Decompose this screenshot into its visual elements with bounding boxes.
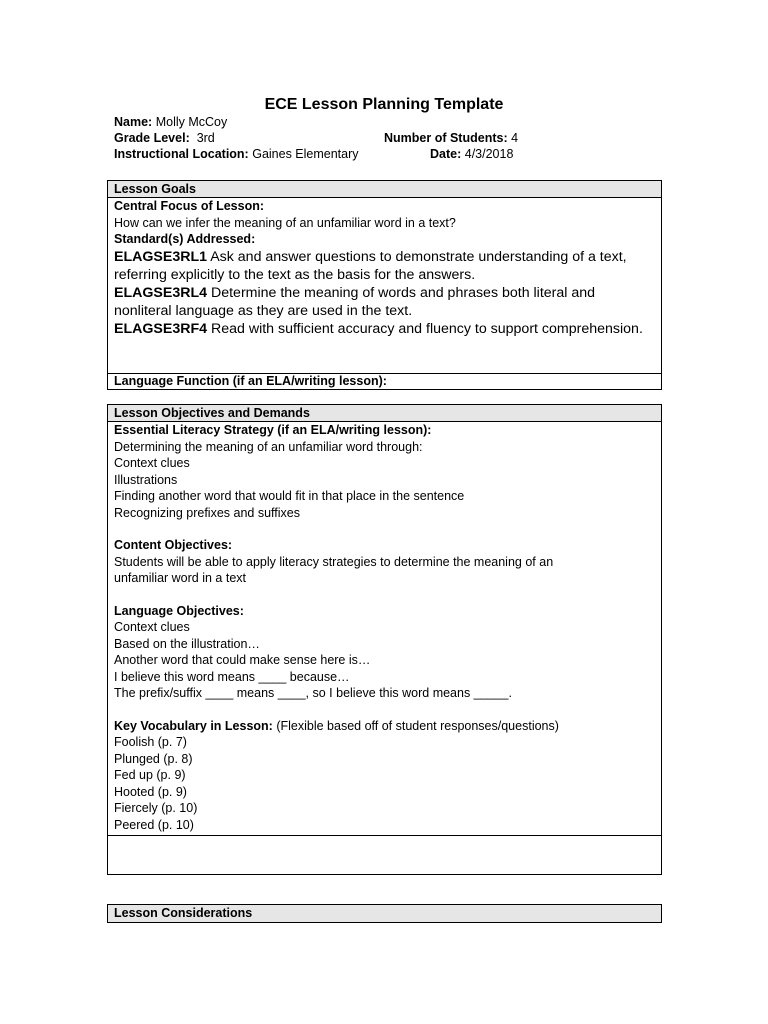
empty-row (108, 835, 661, 874)
students-label: Number of Students: (384, 131, 508, 145)
vocab-item: Foolish (p. 7) (114, 735, 187, 749)
content-objectives-label: Content Objectives: (114, 538, 233, 552)
language-function-row (108, 373, 661, 389)
grade-value: 3rd (196, 131, 215, 145)
lesson-goals-cell (108, 198, 661, 373)
lesson-objectives-table (107, 404, 662, 875)
lesson-objectives-cell (108, 422, 661, 835)
key-vocabulary-note: (Flexible based off of student responses/questions) (272, 718, 559, 733)
name-value: Molly McCoy (155, 115, 228, 129)
standards-label: Standard(s) Addressed: (114, 232, 256, 246)
date-value: 4/3/2018 (464, 147, 514, 161)
date-field (430, 146, 513, 163)
standard-item (114, 320, 655, 338)
language-objectives-label: Language Objectives: (114, 603, 244, 618)
central-focus-text: How can we infer the meaning of an unfamiliar word in a text? (114, 215, 456, 230)
standard-item (114, 248, 655, 284)
lesson-goals-header: Lesson Goals (108, 181, 661, 198)
strategy-line: Finding another word that would fit in that place in the sentence (114, 489, 465, 503)
standard-code: ELAGSE3RL1 (114, 248, 208, 265)
location-value: Gaines Elementary (252, 147, 359, 161)
date-label: Date: (430, 147, 462, 161)
location-row (114, 146, 674, 163)
grade-row (114, 130, 674, 147)
lesson-objectives-header: Lesson Objectives and Demands (108, 405, 661, 422)
vocab-item: Fiercely (p. 10) (114, 801, 198, 815)
standard-code: ELAGSE3RL4 (114, 284, 208, 301)
vocab-item: Peered (p. 10) (114, 817, 194, 832)
language-line: I believe this word means ____ because… (114, 669, 350, 684)
location-label: Instructional Location: (114, 147, 249, 161)
strategy-line: Context clues (114, 456, 190, 470)
key-vocabulary-row (114, 718, 655, 735)
key-vocabulary-label: Key Vocabulary in Lesson: (114, 718, 273, 733)
vocab-item: Hooted (p. 9) (114, 784, 187, 799)
vocab-item: Fed up (p. 9) (114, 768, 186, 782)
name-row (114, 114, 674, 131)
standard-text: Determine the meaning of words and phrases both literal and nonliteral language as they are used in the text. (114, 284, 596, 319)
vocab-item: Plunged (p. 8) (114, 751, 193, 766)
language-line: The prefix/suffix ____ means ____, so I believe this word means _____. (114, 686, 512, 700)
language-line: Based on the illustration… (114, 636, 260, 651)
language-line: Context clues (114, 620, 190, 634)
strategy-line: Illustrations (114, 472, 178, 487)
content-line: Students will be able to apply literacy strategies to determine the meaning of an (114, 554, 554, 569)
standard-text: Read with sufficient accuracy and fluency to support comprehension. (207, 320, 643, 337)
language-function-label: Language Function (if an ELA/writing lesson): (114, 374, 387, 388)
lesson-considerations-table (107, 904, 662, 923)
strategy-line: Determining the meaning of an unfamiliar word through: (114, 439, 423, 454)
content-line: unfamiliar word in a text (114, 571, 247, 585)
strategy-line: Recognizing prefixes and suffixes (114, 505, 300, 520)
name-label: Name: (114, 115, 153, 129)
students-field (384, 130, 518, 147)
page-title: ECE Lesson Planning Template (264, 96, 504, 113)
standard-item (114, 284, 655, 320)
students-value: 4 (511, 131, 519, 145)
central-focus-label: Central Focus of Lesson: (114, 199, 265, 213)
standard-code: ELAGSE3RF4 (114, 320, 208, 337)
lesson-goals-table (107, 180, 662, 390)
standard-text: Ask and answer questions to demonstrate understanding of a text, referring explicitly to the text as the basis for the answers. (114, 248, 627, 283)
language-line: Another word that could make sense here is… (114, 653, 371, 667)
lesson-considerations-header: Lesson Considerations (108, 905, 661, 922)
literacy-strategy-label: Essential Literacy Strategy (if an ELA/writing lesson): (114, 423, 432, 437)
grade-label: Grade Level: (114, 131, 190, 145)
